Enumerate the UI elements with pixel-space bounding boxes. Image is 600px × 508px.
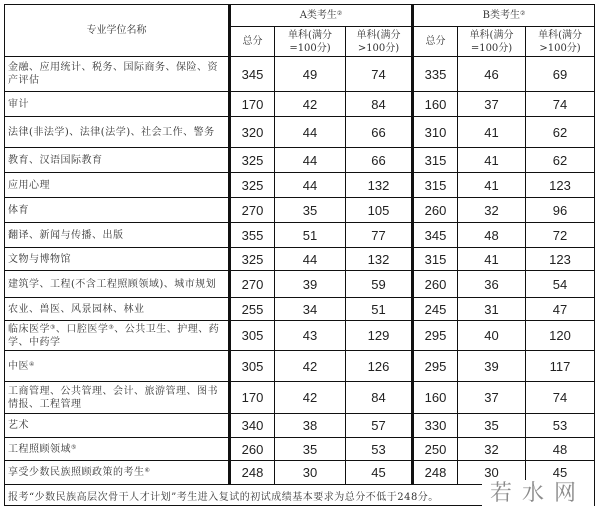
a-sub1: 35 xyxy=(275,198,346,223)
a-total: 170 xyxy=(230,92,275,117)
b-total: 260 xyxy=(413,271,458,298)
a-sub1: 30 xyxy=(275,461,346,485)
row-major-name: 应用心理 xyxy=(5,173,230,198)
header-major-name: 专业学位名称 xyxy=(5,5,230,57)
b-total: 160 xyxy=(413,382,458,414)
a-total: 305 xyxy=(230,351,275,382)
row-major-name: 教育、汉语国际教育 xyxy=(5,148,230,173)
table-row xyxy=(5,414,595,438)
b-total: 160 xyxy=(413,92,458,117)
footer-note: 报考“少数民族高层次骨干人才计划”考生进入复试的初试成绩基本要求为总分不低于248分。 xyxy=(5,485,595,506)
a-total: 260 xyxy=(230,438,275,461)
b-sub1: 40 xyxy=(458,321,526,351)
table-row xyxy=(5,57,595,92)
b-sub2: 117 xyxy=(526,351,595,382)
b-total: 310 xyxy=(413,117,458,148)
a-sub1: 42 xyxy=(275,92,346,117)
header-group-a: A类考生② xyxy=(230,5,413,27)
row-major-name: 临床医学③、口腔医学③、公共卫生、护理、药学、中药学 xyxy=(5,321,230,351)
header-a-sub2: 单科(满分>100分) xyxy=(346,27,413,57)
a-sub1: 35 xyxy=(275,438,346,461)
b-sub1: 39 xyxy=(458,351,526,382)
header-b-sub2: 单科(满分>100分) xyxy=(526,27,595,57)
header-a-total: 总分 xyxy=(230,27,275,57)
b-sub2: 123 xyxy=(526,173,595,198)
b-sub2: 54 xyxy=(526,271,595,298)
b-total: 250 xyxy=(413,438,458,461)
row-major-name: 工商管理、公共管理、会计、旅游管理、图书情报、工程管理 xyxy=(5,382,230,414)
row-major-name: 农业、兽医、风景园林、林业 xyxy=(5,298,230,321)
b-sub2: 123 xyxy=(526,248,595,271)
b-sub2: 120 xyxy=(526,321,595,351)
table-row xyxy=(5,117,595,148)
b-total: 295 xyxy=(413,321,458,351)
a-sub2: 66 xyxy=(346,117,413,148)
a-sub1: 44 xyxy=(275,248,346,271)
a-sub2: 105 xyxy=(346,198,413,223)
a-sub1: 44 xyxy=(275,148,346,173)
a-sub2: 129 xyxy=(346,321,413,351)
a-sub2: 77 xyxy=(346,223,413,248)
b-sub2: 45 xyxy=(526,461,595,485)
b-sub1: 35 xyxy=(458,414,526,438)
a-sub2: 59 xyxy=(346,271,413,298)
b-sub1: 41 xyxy=(458,173,526,198)
table-row xyxy=(5,173,595,198)
b-total: 330 xyxy=(413,414,458,438)
b-sub2: 74 xyxy=(526,382,595,414)
b-sub2: 74 xyxy=(526,92,595,117)
b-sub2: 69 xyxy=(526,57,595,92)
a-sub1: 44 xyxy=(275,117,346,148)
table-row xyxy=(5,438,595,461)
a-total: 270 xyxy=(230,198,275,223)
a-total: 305 xyxy=(230,321,275,351)
row-major-name: 享受少数民族照顾政策的考生⑥ xyxy=(5,461,230,485)
table-row xyxy=(5,92,595,117)
a-sub1: 51 xyxy=(275,223,346,248)
a-total: 320 xyxy=(230,117,275,148)
b-sub2: 47 xyxy=(526,298,595,321)
a-sub2: 132 xyxy=(346,248,413,271)
table-row xyxy=(5,223,595,248)
a-sub2: 126 xyxy=(346,351,413,382)
a-sub1: 34 xyxy=(275,298,346,321)
b-sub1: 37 xyxy=(458,382,526,414)
a-sub1: 42 xyxy=(275,351,346,382)
b-sub1: 31 xyxy=(458,298,526,321)
b-sub1: 32 xyxy=(458,198,526,223)
table-row xyxy=(5,298,595,321)
b-sub1: 41 xyxy=(458,248,526,271)
a-sub1: 38 xyxy=(275,414,346,438)
a-total: 325 xyxy=(230,148,275,173)
b-sub2: 62 xyxy=(526,148,595,173)
b-total: 345 xyxy=(413,223,458,248)
b-sub1: 41 xyxy=(458,117,526,148)
a-sub2: 45 xyxy=(346,461,413,485)
b-sub2: 53 xyxy=(526,414,595,438)
row-major-name: 工程照顾领域⑤ xyxy=(5,438,230,461)
a-sub2: 84 xyxy=(346,92,413,117)
b-total: 315 xyxy=(413,173,458,198)
a-total: 340 xyxy=(230,414,275,438)
a-sub2: 66 xyxy=(346,148,413,173)
header-b-total: 总分 xyxy=(413,27,458,57)
b-sub1: 37 xyxy=(458,92,526,117)
b-sub1: 30 xyxy=(458,461,526,485)
a-sub2: 53 xyxy=(346,438,413,461)
b-sub1: 48 xyxy=(458,223,526,248)
b-total: 295 xyxy=(413,351,458,382)
a-sub2: 132 xyxy=(346,173,413,198)
row-major-name: 金融、应用统计、税务、国际商务、保险、资产评估 xyxy=(5,57,230,92)
a-sub2: 84 xyxy=(346,382,413,414)
b-total: 260 xyxy=(413,198,458,223)
a-total: 355 xyxy=(230,223,275,248)
a-sub2: 74 xyxy=(346,57,413,92)
row-major-name: 建筑学、工程(不含工程照顾领域)、城市规划 xyxy=(5,271,230,298)
a-sub1: 39 xyxy=(275,271,346,298)
table-row xyxy=(5,321,595,351)
b-sub2: 96 xyxy=(526,198,595,223)
header-a-sub1: 单科(满分=100分) xyxy=(275,27,346,57)
row-major-name: 文物与博物馆 xyxy=(5,248,230,271)
a-sub2: 51 xyxy=(346,298,413,321)
a-sub1: 43 xyxy=(275,321,346,351)
row-major-name: 翻译、新闻与传播、出版 xyxy=(5,223,230,248)
a-total: 325 xyxy=(230,173,275,198)
b-total: 315 xyxy=(413,248,458,271)
row-major-name: 艺术 xyxy=(5,414,230,438)
a-total: 345 xyxy=(230,57,275,92)
row-major-name: 法律(非法学)、法律(法学)、社会工作、警务 xyxy=(5,117,230,148)
a-sub1: 42 xyxy=(275,382,346,414)
b-sub1: 32 xyxy=(458,438,526,461)
b-total: 335 xyxy=(413,57,458,92)
table-row xyxy=(5,382,595,414)
header-group-b: B类考生② xyxy=(413,5,595,27)
b-sub2: 62 xyxy=(526,117,595,148)
a-total: 325 xyxy=(230,248,275,271)
b-sub2: 48 xyxy=(526,438,595,461)
row-major-name: 中医④ xyxy=(5,351,230,382)
a-total: 255 xyxy=(230,298,275,321)
score-requirements-table xyxy=(4,4,595,506)
a-total: 248 xyxy=(230,461,275,485)
a-sub2: 57 xyxy=(346,414,413,438)
a-sub1: 49 xyxy=(275,57,346,92)
row-major-name: 审计 xyxy=(5,92,230,117)
row-major-name: 体育 xyxy=(5,198,230,223)
b-sub1: 36 xyxy=(458,271,526,298)
b-total: 315 xyxy=(413,148,458,173)
table-row xyxy=(5,248,595,271)
b-sub1: 41 xyxy=(458,148,526,173)
a-sub1: 44 xyxy=(275,173,346,198)
b-sub1: 46 xyxy=(458,57,526,92)
a-total: 270 xyxy=(230,271,275,298)
b-total: 245 xyxy=(413,298,458,321)
watermark-logo: 若水网 xyxy=(482,480,594,508)
table-row xyxy=(5,148,595,173)
header-b-sub1: 单科(满分=100分) xyxy=(458,27,526,57)
b-total: 248 xyxy=(413,461,458,485)
table-row xyxy=(5,271,595,298)
b-sub2: 72 xyxy=(526,223,595,248)
table-row xyxy=(5,198,595,223)
a-total: 170 xyxy=(230,382,275,414)
table-row xyxy=(5,351,595,382)
